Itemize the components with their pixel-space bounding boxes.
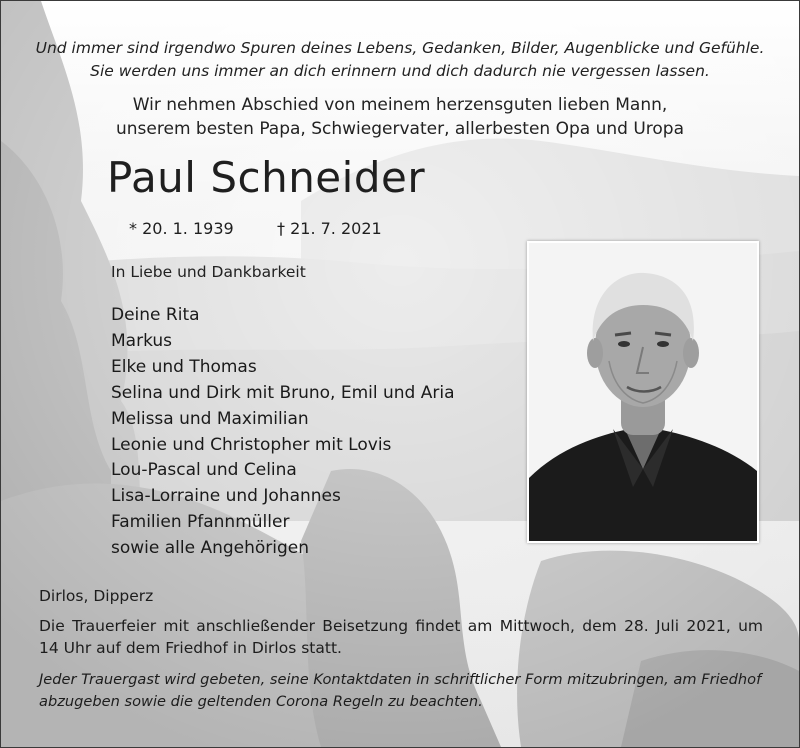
birth-date: * 20. 1. 1939 bbox=[129, 219, 234, 238]
family-member: Elke und Thomas bbox=[111, 356, 257, 377]
ceremony-line-2: 14 Uhr auf dem Friedhof in Dirlos statt. bbox=[39, 639, 342, 657]
family-member: Melissa und Maximilian bbox=[111, 408, 309, 429]
family-member: Deine Rita bbox=[111, 305, 200, 325]
ceremony-text bbox=[39, 615, 763, 659]
deceased-name: Paul Schneider bbox=[107, 153, 426, 202]
family-member: sowie alle Angehörigen bbox=[111, 538, 310, 559]
place: Dirlos, Dipperz bbox=[39, 587, 154, 605]
portrait-photo bbox=[527, 241, 759, 543]
family-member: Leonie und Christopher mit Lovis bbox=[111, 434, 392, 455]
family-member: Markus bbox=[111, 330, 173, 351]
ceremony-line-1: Die Trauerfeier mit anschließender Beisetzung findet am Mittwoch, dem 28. Juli 2021, um bbox=[39, 617, 763, 635]
portrait-illustration bbox=[529, 243, 757, 541]
family-member: Familien Pfannmüller bbox=[111, 512, 290, 533]
intro-line-2: unserem besten Papa, Schwiegervater, allerbesten Opa und Uropa bbox=[116, 119, 684, 139]
quote-line-2: Sie werden uns immer an dich erinnern und dich dadurch nie vergessen lassen. bbox=[90, 62, 710, 80]
family-member: Lou-Pascal und Celina bbox=[111, 460, 297, 481]
quote-line-1: Und immer sind irgendwo Spuren deines Lebens, Gedanken, Bilder, Augenblicke und Gefühle. bbox=[35, 39, 765, 57]
note-line-2: abzugeben sowie die geltenden Corona Regeln zu beachten. bbox=[39, 693, 483, 710]
family-member: Lisa-Lorraine und Johannes bbox=[111, 486, 341, 507]
family-list bbox=[111, 303, 455, 562]
intro-line-1: Wir nehmen Abschied von meinem herzensguten lieben Mann, bbox=[132, 95, 668, 115]
note-line-1: Jeder Trauergast wird gebeten, seine Kontaktdaten in schriftlicher Form mitzubringen, am Friedhof bbox=[39, 671, 762, 688]
dedication: In Liebe und Dankbarkeit bbox=[111, 263, 306, 281]
contact-note bbox=[39, 669, 763, 713]
death-date: † 21. 7. 2021 bbox=[277, 219, 382, 238]
family-member: Selina und Dirk mit Bruno, Emil und Aria bbox=[111, 382, 455, 403]
